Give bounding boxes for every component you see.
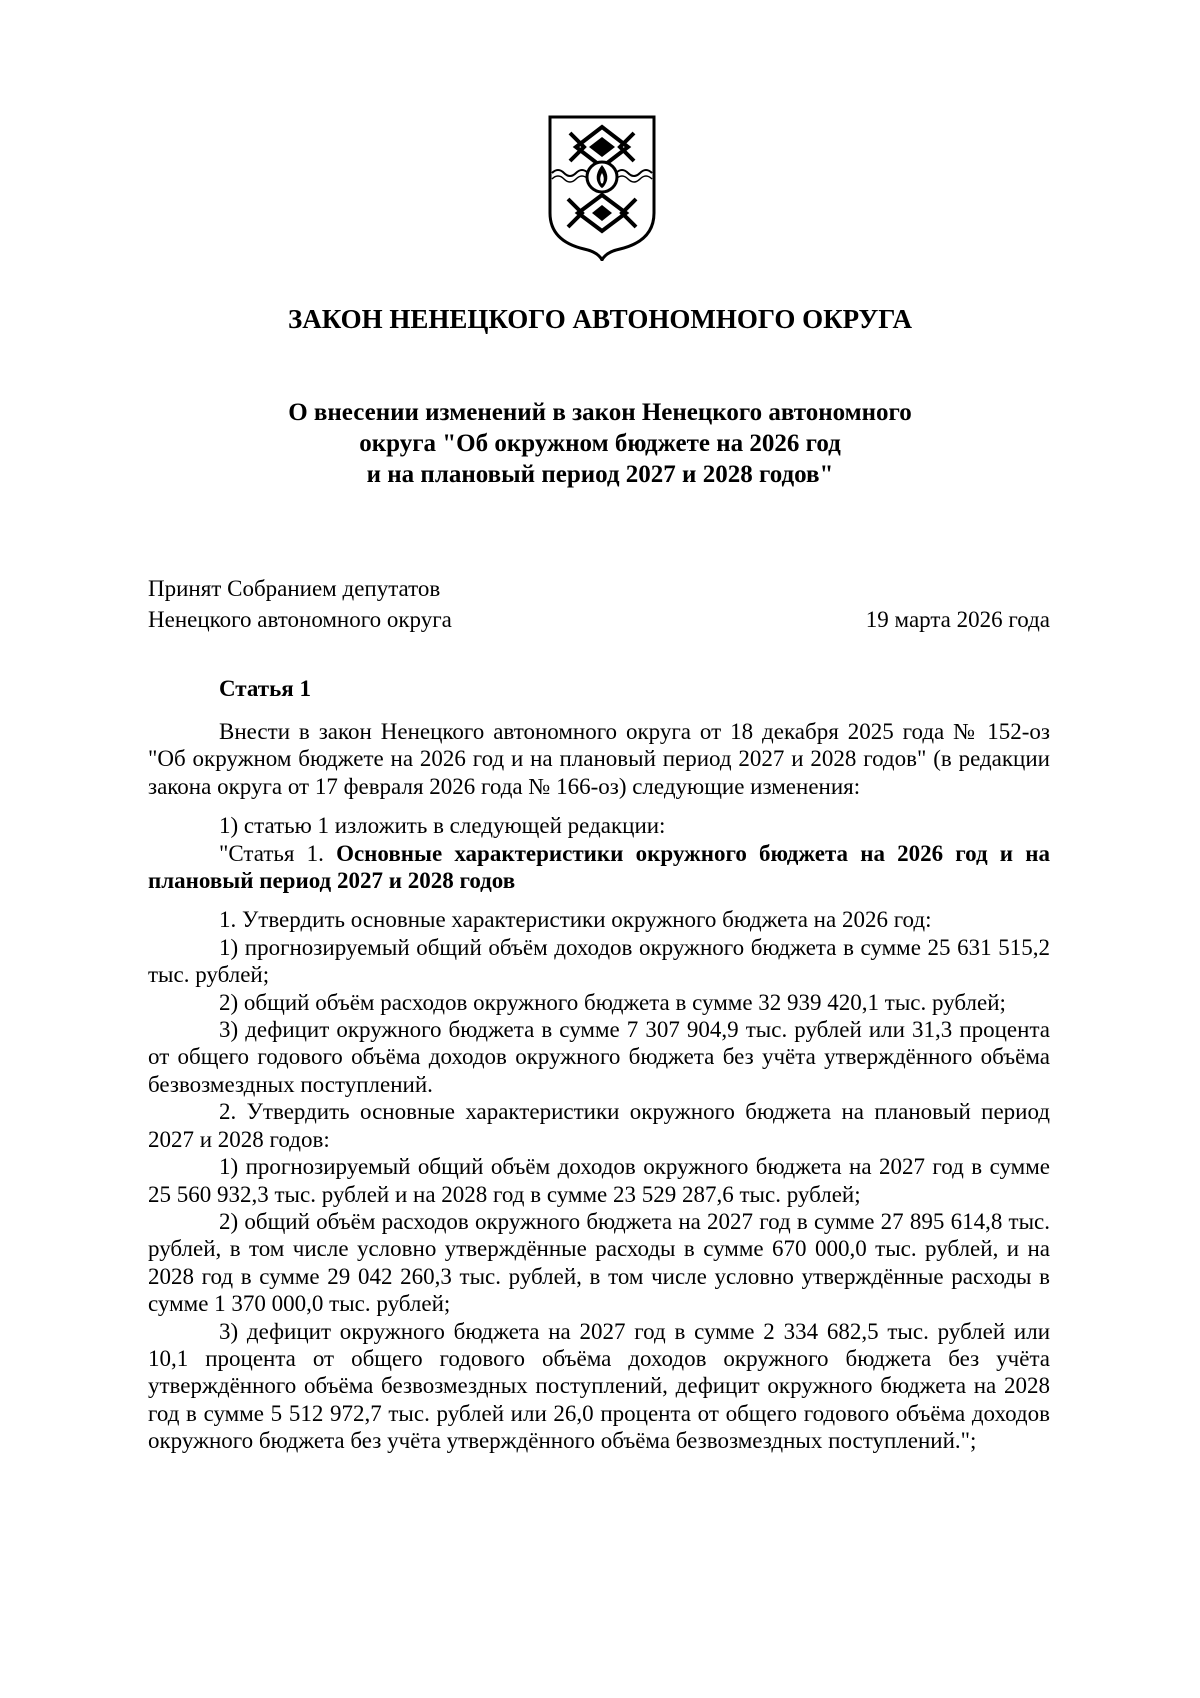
clause-2-item-1: 1) прогнозируемый общий объём доходов окружного бюджета на 2027 год в сумме 25 560 932,3 тыс. рублей и на 2028 год в сумме 23 529 287,6 тыс. рублей;: [148, 1154, 1050, 1207]
coat-of-arms-icon: [546, 113, 658, 261]
clause-1-item-3: 3) дефицит окружного бюджета в сумме 7 307 904,9 тыс. рублей или 31,3 процента от общего годового объёма доходов окружного бюджета без учёта утверждённого объёма безвозмездных поступлений.: [148, 1017, 1050, 1097]
article-heading: Статья 1: [219, 676, 311, 701]
clause-1: 1. Утвердить основные характеристики окружного бюджета на 2026 год:: [219, 907, 932, 933]
law-subject-line: округа "Об окружном бюджете на 2026 год: [359, 430, 841, 457]
quoted-article-title: Основные характеристики окружного бюджета на 2026 год и на плановый период 2027 и 2028 годов: [148, 840, 1050, 894]
law-subject: [0, 397, 1200, 490]
clause-2-item-2: 2) общий объём расходов окружного бюджета на 2027 год в сумме 27 895 614,8 тыс. рублей, в том числе условно утверждённые расходы в сумме 670 000,0 тыс. рублей, и на 2028 год в сумме 29 042 260,3 тыс. рублей, в том числе условно утверждённые расходы в сумме 1 370 000,0 тыс. рублей;: [148, 1208, 1050, 1317]
clause-1-item-1: 1) прогнозируемый общий объём доходов окружного бюджета в сумме 25 631 515,2 тыс. рублей;: [148, 934, 1050, 988]
law-title: ЗАКОН НЕНЕЦКОГО АВТОНОМНОГО ОКРУГА: [287, 304, 913, 334]
amendment-item: 1) статью 1 изложить в следующей редакции:: [219, 813, 666, 839]
adoption-line: Принят Собранием депутатов: [148, 576, 441, 601]
clause-2-item-3: 3) дефицит окружного бюджета на 2027 год в сумме 2 334 682,5 тыс. рублей или 10,1 процента от общего годового объёма доходов окружного бюджета без учёта утверждённого объёма безвозмездных поступлений, дефицит окружного бюджета на 2028 год в сумме 5 512 972,7 тыс. рублей или 26,0 процента от общего годового объёма доходов окружного бюджета без учёта утверждённого объёма безвозмездных поступлений.";: [148, 1318, 1050, 1454]
intro-paragraph: Внести в закон Ненецкого автономного округа от 18 декабря 2025 года № 152-оз "Об окружном бюджете на 2026 год и на плановый период 2027 и 2028 годов" (в редакции закона округа от 17 февраля 2026 года № 166-оз) следующие изменения:: [148, 719, 1050, 799]
law-subject-line: О внесении изменений в закон Ненецкого автономного: [288, 399, 912, 426]
article-body: [148, 718, 1050, 1455]
adoption-line: Ненецкого автономного округа: [148, 607, 452, 632]
quoted-article-prefix: "Статья 1.: [219, 840, 337, 866]
quoted-article-heading: [148, 840, 1050, 895]
clause-2: 2. Утвердить основные характеристики окружного бюджета на плановый период 2027 и 2028 годов:: [148, 1099, 1050, 1152]
adoption-statement: [148, 573, 452, 635]
adoption-date: 19 марта 2026 года: [865, 607, 1050, 632]
clause-1-item-2: 2) общий объём расходов окружного бюджета в сумме 32 939 420,1 тыс. рублей;: [219, 989, 1006, 1015]
law-subject-line: и на плановый период 2027 и 2028 годов": [366, 461, 834, 488]
